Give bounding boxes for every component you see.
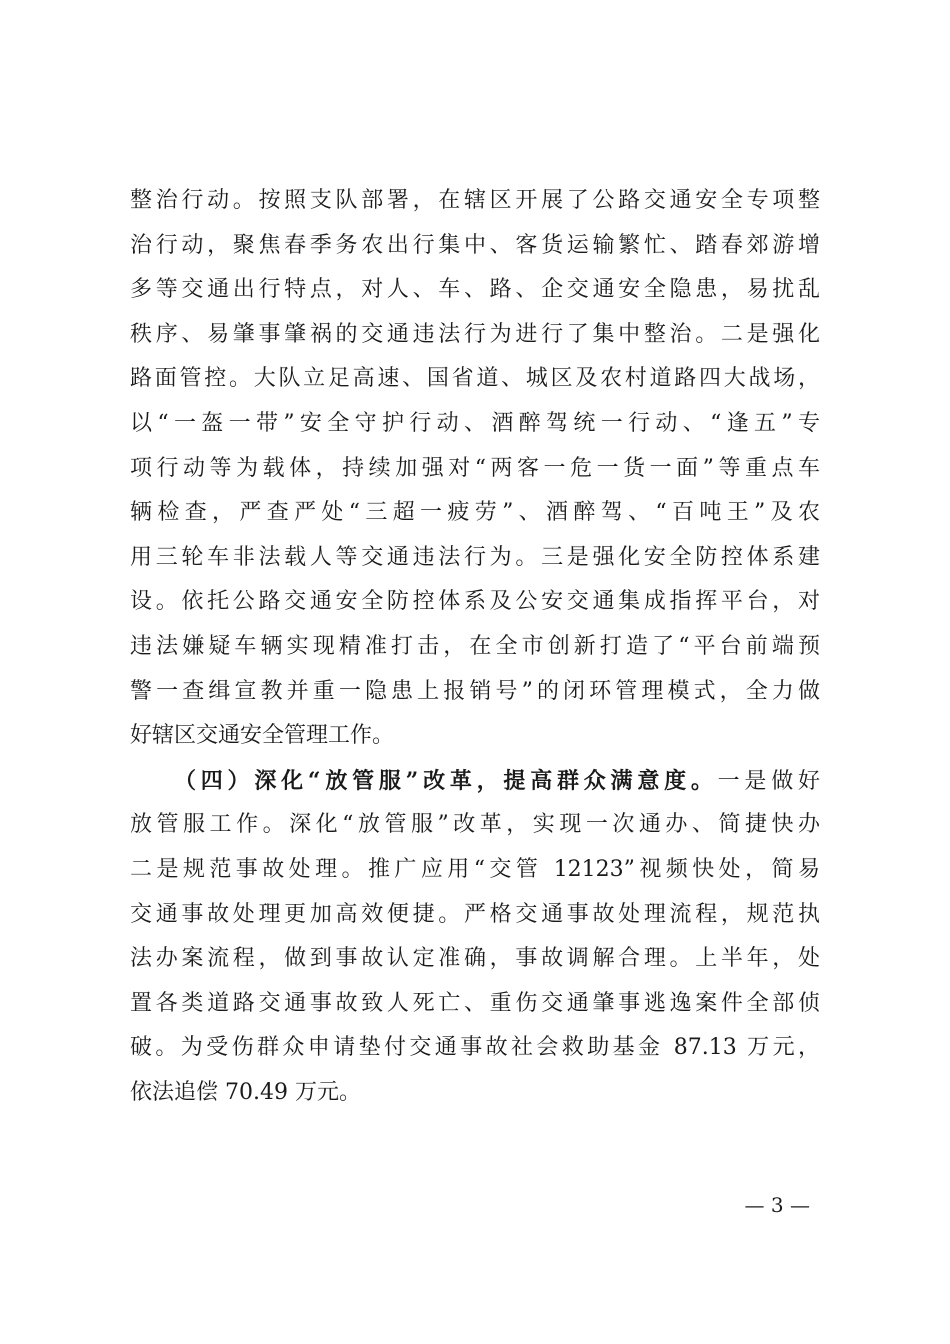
paragraph-reform-section [130,759,820,1116]
text-line: 破。为受伤群众申请垫付交通事故社会救助基金 87.13 万元， [130,1035,820,1061]
text-line: 整治行动。按照支队部署，在辖区开展了公路交通安全专项整 [130,188,820,213]
text-line-first [130,759,820,804]
text-line: 多等交通出行特点，对人、车、路、企交通安全隐患，易扰乱 [130,277,820,303]
text-line: 放管服工作。深化“放管服”改革，实现一次通办、简捷快办 [130,812,820,838]
text-line: 秩序、易肇事肇祸的交通违法行为进行了集中整治。二是强化 [130,321,820,347]
section-heading-continuation: 一是做好 [717,768,820,794]
text-line: 以“一盔一带”安全守护行动、酒醉驾统一行动、“逢五”专 [130,410,820,436]
paragraph-traffic-safety-campaign [130,179,820,759]
text-line: 辆检查，严查严处“三超一疲劳”、酒醉驾、“百吨王”及农 [130,500,820,526]
text-line: 警一查缉宣教并重一隐患上报销号”的闭环管理模式，全力做 [130,678,820,704]
text-line: 依法追偿 70.49 万元。 [130,1079,361,1105]
text-line: 治行动，聚焦春季务农出行集中、客货运输繁忙、踏春郊游增 [130,232,820,258]
section-heading: （四）深化“放管服”改革，提高群众满意度。 [174,767,718,794]
text-line: 置各类道路交通事故致人死亡、重伤交通肇事逃逸案件全部侦 [130,990,820,1016]
text-line: 项行动等为载体，持续加强对“两客一危一货一面”等重点车 [130,455,820,481]
text-line: 法办案流程，做到事故认定准确，事故调解合理。上半年，处 [130,946,820,972]
text-line: 用三轮车非法载人等交通违法行为。三是强化安全防控体系建 [130,544,820,570]
text-line: 违法嫌疑车辆实现精准打击，在全市创新打造了“平台前端预 [130,633,820,659]
body-text [130,179,820,1115]
text-line: 好辖区交通安全管理工作。 [130,723,395,749]
text-line: 设。依托公路交通安全防控体系及公安交通集成指挥平台，对 [130,589,820,615]
text-line: 二是规范事故处理。推广应用“交管 12123”视频快处，简易 [130,856,820,882]
text-line: 路面管控。大队立足高速、国省道、城区及农村道路四大战场， [130,366,820,392]
page-number: — 3 — [744,1193,810,1217]
text-line: 交通事故处理更加高效便捷。严格交通事故处理流程，规范执 [130,901,820,927]
